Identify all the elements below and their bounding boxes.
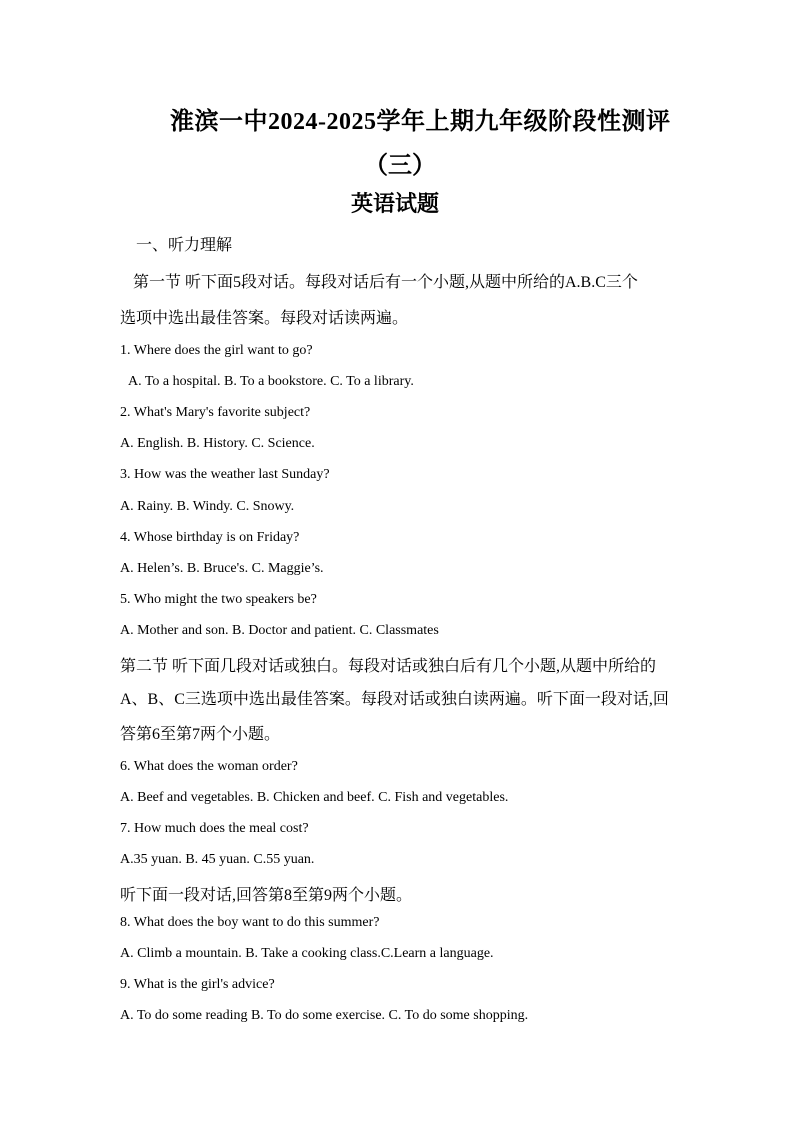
question-1-options: A. To a hospital. B. To a bookstore. C. To a library. — [128, 374, 414, 389]
exam-title: 淮滨一中2024-2025学年上期九年级阶段性测评 — [170, 109, 671, 135]
section2-instruction-line3: 答第6至第7两个小题。 — [120, 726, 281, 743]
exam-subject: 英语试题 — [351, 191, 440, 216]
section1-instruction-line2: 选项中选出最佳答案。每段对话读两遍。 — [120, 310, 409, 327]
part-heading: 一、听力理解 — [136, 237, 233, 254]
section2-instruction-line2: A、B、C三选项中选出最佳答案。每段对话或独白读两遍。听下面一段对话,回 — [120, 691, 669, 708]
question-9-options: A. To do some reading B. To do some exercise. C. To do some shopping. — [120, 1008, 529, 1023]
dialog-note: 听下面一段对话,回答第8至第9两个小题。 — [120, 887, 413, 904]
question-5: 5. Who might the two speakers be? — [120, 592, 317, 607]
question-2: 2. What's Mary's favorite subject? — [120, 405, 311, 420]
question-2-options: A. English. B. History. C. Science. — [120, 436, 315, 451]
question-8-options: A. Climb a mountain. B. Take a cooking class.C.Learn a language. — [120, 946, 494, 961]
question-7: 7. How much does the meal cost? — [120, 821, 309, 836]
question-6-options: A. Beef and vegetables. B. Chicken and beef. C. Fish and vegetables. — [120, 790, 509, 805]
section1-instruction-line1: 第一节 听下面5段对话。每段对话后有一个小题,从题中所给的A.B.C三个 — [133, 274, 638, 291]
question-3: 3. How was the weather last Sunday? — [120, 467, 330, 482]
question-8: 8. What does the boy want to do this summer? — [120, 915, 380, 930]
question-4: 4. Whose birthday is on Friday? — [120, 530, 300, 545]
section2-instruction-line1: 第二节 听下面几段对话或独白。每段对话或独白后有几个小题,从题中所给的 — [120, 658, 657, 675]
question-5-options: A. Mother and son. B. Doctor and patient. C. Classmates — [120, 623, 439, 638]
question-4-options: A. Helen’s. B. Bruce's. C. Maggie’s. — [120, 561, 324, 576]
question-7-options: A.35 yuan. B. 45 yuan. C.55 yuan. — [120, 852, 315, 867]
question-9: 9. What is the girl's advice? — [120, 977, 275, 992]
exam-title-number: （三） — [364, 153, 436, 179]
question-3-options: A. Rainy. B. Windy. C. Snowy. — [120, 499, 295, 514]
question-6: 6. What does the woman order? — [120, 759, 298, 774]
question-1: 1. Where does the girl want to go? — [120, 343, 313, 358]
